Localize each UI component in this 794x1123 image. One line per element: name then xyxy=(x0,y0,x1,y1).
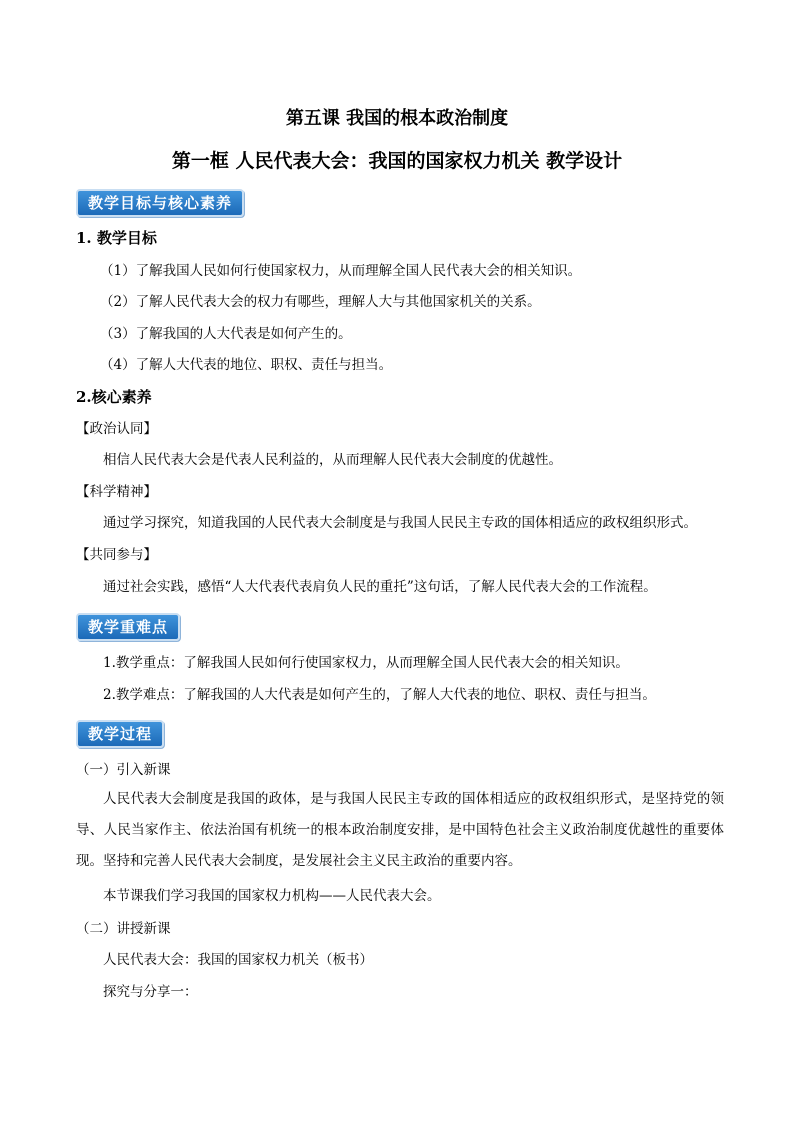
section-heading: （二）讲授新课 xyxy=(76,921,171,937)
lesson-title: 第五课 我国的根本政治制度 xyxy=(285,108,509,129)
objective-item: （3）了解我国的人大代表是如何产生的。 xyxy=(100,326,352,342)
objectives-heading: 1. 教学目标 xyxy=(76,229,157,247)
objective-item: （2）了解人民代表大会的权力有哪些，理解人大与其他国家机关的关系。 xyxy=(100,294,541,310)
keypoint-item: 2.教学难点：了解我国的人大代表是如何产生的，了解人大代表的地位、职权、责任与担当。 xyxy=(103,687,656,703)
literacy-text: 相信人民代表大会是代表人民利益的，从而理解人民代表大会制度的优越性。 xyxy=(103,452,562,468)
explore-heading: 探究与分享一： xyxy=(103,984,198,1000)
intro-sentence: 本节课我们学习我国的国家权力机构——人民代表大会。 xyxy=(103,888,441,904)
objective-item: （1）了解我国人民如何行使国家权力，从而理解全国人民代表大会的相关知识。 xyxy=(100,263,582,279)
board-note: 人民代表大会：我国的国家权力机关（板书） xyxy=(103,952,373,968)
literacy-heading: 2.核心素养 xyxy=(76,388,152,406)
lesson-subtitle: 第一框 人民代表大会：我国的国家权力机关 教学设计 xyxy=(171,150,623,172)
process-badge: 教学过程 xyxy=(76,720,164,748)
literacy-text: 通过学习探究，知道我国的人民代表大会制度是与我国人民民主专政的国体相适应的政权组织形式。 xyxy=(103,515,697,531)
literacy-label: 【科学精神】 xyxy=(76,484,157,500)
objective-item: （4）了解人大代表的地位、职权、责任与担当。 xyxy=(100,357,393,373)
intro-paragraph: 人民代表大会制度是我国的政体，是与我国人民民主专政的国体相适应的政权组织形式，是坚持党的领导、人民当家作主、依法治国有机统一的根本政治制度安排，是中国特色社会主义政治制度优越性的重要体现。坚持和完善人民代表大会制度，是发展社会主义民主政治的重要内容。 xyxy=(76,791,724,869)
literacy-label: 【政治认同】 xyxy=(76,421,157,437)
objectives-badge: 教学目标与核心素养 xyxy=(76,189,244,217)
literacy-text: 通过社会实践，感悟“人大代表代表肩负人民的重托”这句话，了解人民代表大会的工作流程。 xyxy=(103,579,657,595)
keypoint-item: 1.教学重点：了解我国人民如何行使国家权力，从而理解全国人民代表大会的相关知识。 xyxy=(103,655,629,671)
keypoints-badge: 教学重难点 xyxy=(76,613,180,641)
literacy-label: 【共同参与】 xyxy=(76,547,157,563)
section-heading: （一）引入新课 xyxy=(76,762,171,778)
